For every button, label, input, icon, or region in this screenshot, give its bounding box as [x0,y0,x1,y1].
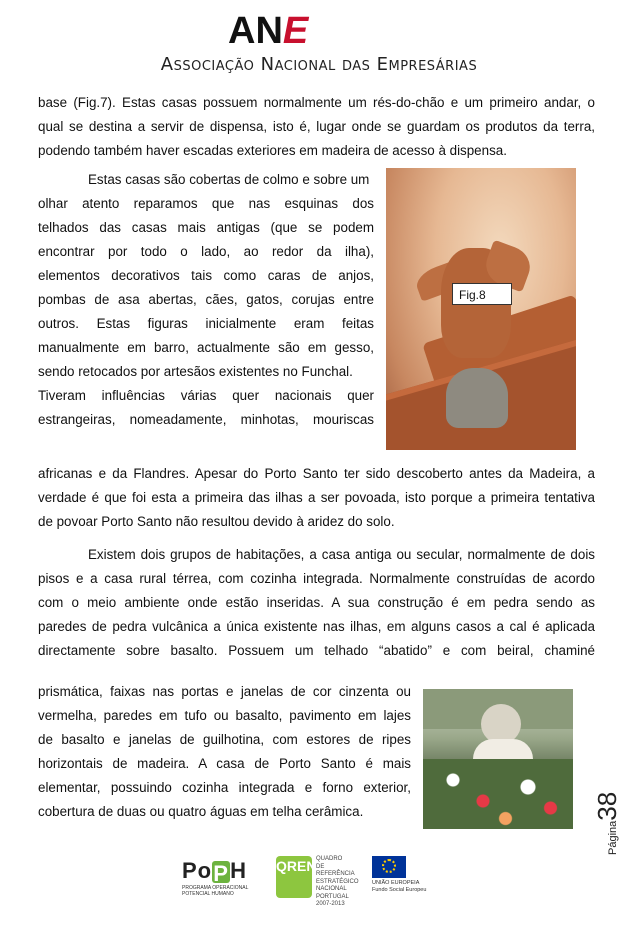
text-line: com o meio ambiente onde estão inseridas. A sua construção é em pedra sendo as [38,595,595,610]
text-line: elementar, possuindo cozinha integrada e forno exterior, [38,780,411,795]
figure-label: Fig.8 [452,283,512,305]
flower-statue [481,704,521,744]
text-line: prismática, faixas nas portas e janelas de cor cinzenta ou [38,684,411,699]
text-line: paredes de pedra vulcânica a única existente nas ilhas, em alguns casos a cal é aplicada [38,619,595,634]
text-line: encontrar por todo o lado, ao redor da ilha), [38,244,374,259]
text-line: africanas e da Flandres. Apesar do Porto Santo ter sido descoberto antes da Madeira, a [38,466,595,481]
text-line: Estas casas são cobertas de colmo e sobre um [88,172,370,187]
text-line: cobertura de duas ou quatro águas em telha cerâmica. [38,804,364,819]
stone-base [446,368,508,428]
text-line: horizontais de madeira. A casa de Porto Santo é mais [38,756,411,771]
text-line: vermelha, paredes em tufo ou basalto, pavimento em lajes [38,708,411,723]
text-line: olhar atento reparamos que nas esquinas dos [38,196,374,211]
logo-subtitle: Associação Nacional das Empresárias [160,54,478,75]
paragraph-2 [38,168,374,432]
text-line: Existem dois grupos de habitações, a casa antiga ou secular, normalmente de dois [88,547,595,562]
text-line: Tiveram influências várias quer nacionais quer [38,388,374,403]
text-line: de povoar Porto Santo não resultou devido à aridez do solo. [38,514,395,529]
text-line: directamente sobre basalto. Possuem um telhado “abatido” e com beiral, chaminé [38,643,595,658]
festival-photo [423,689,573,829]
text-line: telhados das casas mais antigas (que se podem [38,220,374,235]
text-line: sendo retocados por artesãos existentes no Funchal. [38,364,353,379]
paragraph-3-continued [38,680,411,824]
paragraph-2-continued [38,462,595,534]
page-number [592,775,632,855]
text-line: de basalto e janelas de guilhotina, com estores de ripes [38,732,411,747]
text-line: outros. Estas figuras inicialmente eram feitas [38,316,374,331]
page-number-value: 38 [592,791,622,821]
flowers [423,759,573,829]
text-line: verdade é que foi esta a primeira das ilhas a ser povoada, isto porque a primeira tentativa [38,490,595,505]
text-line: pombas de asa abertas, cães, gatos, corujas entre [38,292,374,307]
text-line: elementos decorativos tais como caras de anjos, [38,268,374,283]
text-line: estrangeiras, nomeadamente, minhotas, mouriscas [38,412,374,427]
paragraph-3 [38,543,595,663]
paragraph-1 [38,91,595,163]
eu-flag-icon [372,856,406,878]
text-line: podendo também haver escadas exteriores em madeira de acesso à dispensa. [38,143,507,158]
poph-logo: PoPH PROGRAMA OPERACIONAL POTENCIAL HUMANO [182,858,249,897]
text-line: base (Fig.7). Estas casas possuem normalmente um rés-do-chão e um primeiro andar, o [38,95,595,110]
header-logo [0,4,638,76]
eu-logo: UNIÃO EUROPEIA Fundo Social Europeu [372,856,432,900]
text-line: qual se destina a servir de dispensa, isto é, lugar onde se guardam os produtos da terra, [38,119,595,134]
text-line: pisos e a casa rural térrea, com cozinha integrada. Normalmente construídas de acordo [38,571,595,586]
figure-8-photo [386,168,576,450]
page-label: Página [607,820,619,855]
logo-mark: ANE [228,10,309,52]
footer-logos [0,850,638,910]
text-line: manualmente em barro, actualmente são em gesso, [38,340,374,355]
qren-logo: QREN QUADRO DE REFERÊNCIA ESTRATÉGICO NACIONAL PORTUGAL 2007-2013 [276,856,359,907]
